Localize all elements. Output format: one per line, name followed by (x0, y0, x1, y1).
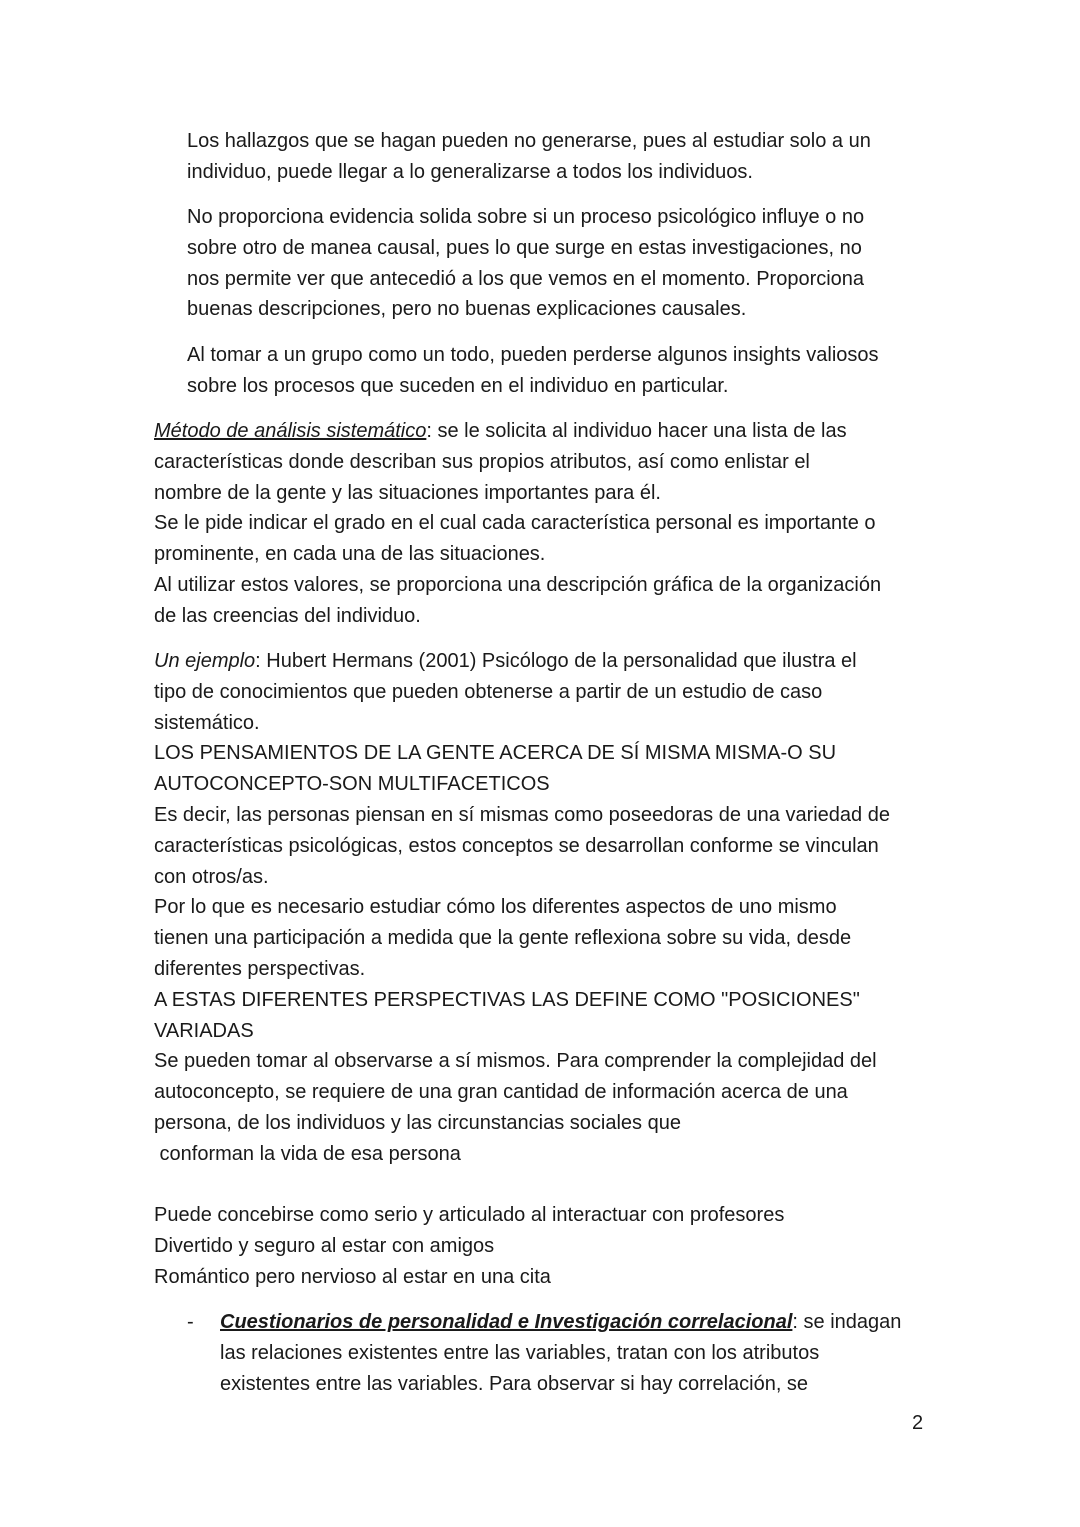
text-line (220, 1307, 940, 1338)
text-line: A ESTAS DIFERENTES PERSPECTIVAS LAS DEFINE COMO "POSICIONES" (154, 988, 860, 1011)
page-number: 2 (912, 1412, 924, 1434)
text-line: características psicológicas, estos conceptos se desarrollan conforme se vinculan (154, 834, 879, 857)
text-line: las relaciones existentes entre las variables, tratan con los atributos (220, 1341, 820, 1364)
term-questionnaires: Cuestionarios de personalidad e Investigación correlacional (220, 1311, 793, 1333)
text-line: Divertido y seguro al estar con amigos (154, 1234, 495, 1257)
paragraph-generalization-limit (187, 126, 947, 188)
text-line: tipo de conocimientos que pueden obtenerse a partir de un estudio de caso (154, 680, 823, 703)
list-item-questionnaires (220, 1307, 940, 1399)
term-example: Un ejemplo (154, 650, 256, 672)
text-line: Puede concebirse como serio y articulado al interactuar con profesores (154, 1204, 785, 1226)
text-line: nombre de la gente y las situaciones importantes para él. (154, 481, 661, 504)
text-line: Al utilizar estos valores, se proporciona una descripción gráfica de la organización (154, 573, 882, 596)
text-line: buenas descripciones, pero no buenas explicaciones causales. (187, 298, 747, 321)
text-line: individuo, puede llegar a lo generalizarse a todos los individuos. (187, 160, 753, 183)
text-line: de las creencias del individuo. (154, 604, 421, 627)
text-fragment: : se le solicita al individuo hacer una lista de las (426, 420, 847, 442)
paragraph-group-insights (187, 340, 947, 402)
text-line: Por lo que es necesario estudiar cómo los diferentes aspectos de uno mismo (154, 896, 837, 919)
list-bullet-dash: - (187, 1311, 194, 1333)
text-line: No proporciona evidencia solida sobre si un proceso psicológico influye o no (187, 206, 865, 228)
text-line: sistemático. (154, 711, 260, 734)
text-line: VARIADAS (154, 1019, 254, 1042)
text-line: Al tomar a un grupo como un todo, pueden perderse algunos insights valiosos (187, 344, 879, 366)
text-line: autoconcepto, se requiere de una gran cantidad de información acerca de una (154, 1081, 848, 1104)
text-line: tienen una participación a medida que la gente reflexiona sobre su vida, desde (154, 927, 852, 950)
text-line: LOS PENSAMIENTOS DE LA GENTE ACERCA DE SÍ MISMA MISMA-O SU (154, 742, 837, 765)
section-example-hermans (154, 646, 954, 1170)
text-fragment: : Hubert Hermans (2001) Psicólogo de la personalidad que ilustra el (255, 650, 857, 672)
text-line: persona, de los individuos y las circunstancias sociales que (154, 1111, 681, 1134)
text-line: conforman la vida de esa persona (154, 1142, 461, 1165)
text-line: prominente, en cada una de las situaciones. (154, 543, 546, 566)
text-line: existentes entre las variables. Para observar si hay correlación, se (220, 1372, 809, 1395)
text-line: sobre otro de manea causal, pues lo que surge en estas investigaciones, no (187, 236, 862, 259)
text-line: Se pueden tomar al observarse a sí mismos. Para comprender la complejidad del (154, 1050, 877, 1073)
text-line: Es decir, las personas piensan en sí mismas como poseedoras de una variedad de (154, 803, 890, 826)
paragraph-causal-evidence (187, 202, 947, 325)
section-roles-examples (154, 1200, 954, 1292)
text-line (154, 416, 954, 447)
text-line: AUTOCONCEPTO-SON MULTIFACETICOS (154, 773, 550, 796)
text-line: diferentes perspectivas. (154, 957, 366, 980)
text-line (154, 646, 954, 677)
text-fragment: : se indagan (792, 1311, 902, 1333)
text-line: con otros/as. (154, 865, 269, 888)
text-line: Se le pide indicar el grado en el cual cada característica personal es importante o (154, 512, 876, 535)
text-line: características donde describan sus propios atributos, así como enlistar el (154, 450, 810, 473)
text-line: nos permite ver que antecedió a los que vemos en el momento. Proporciona (187, 267, 865, 290)
term-systematic-analysis: Método de análisis sistemático (154, 420, 427, 442)
section-systematic-analysis (154, 416, 954, 632)
text-line: Los hallazgos que se hagan pueden no generarse, pues al estudiar solo a un (187, 130, 871, 152)
text-line: Romántico pero nervioso al estar en una cita (154, 1265, 551, 1288)
text-line: sobre los procesos que suceden en el individuo en particular. (187, 374, 729, 397)
